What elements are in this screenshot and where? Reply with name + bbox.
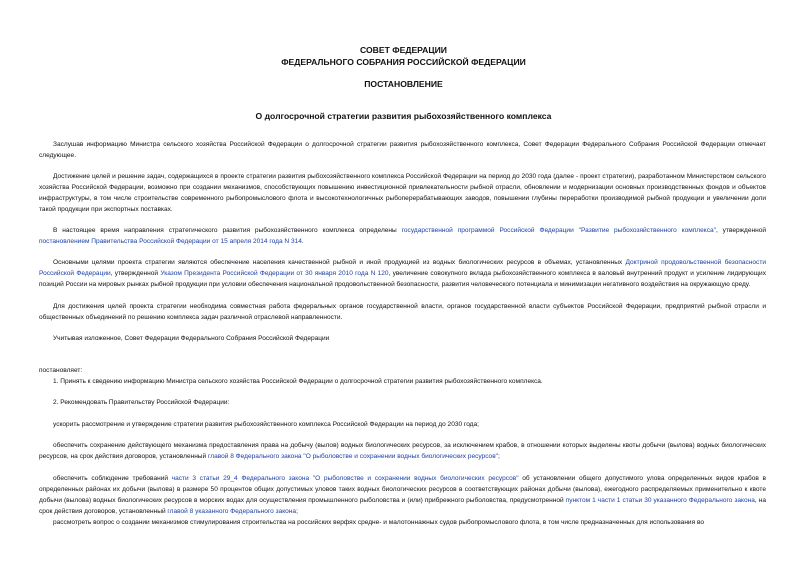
link-chapter-8-fisheries-law[interactable]: главой 8 Федерального закона "О рыболовстве и сохранении водных биологических ресурсов" [208, 452, 498, 460]
paragraph-3: В настоящее время направления стратегического развития рыбохозяйственного комплекса определены государственной программой Российской Федерации "Развитие рыбохозяйственного комплекса", утвержденной постановлением Правительства Российской Федерации от 15 апреля 2014 года N 314. [39, 227, 766, 245]
link-article-30-item-1[interactable]: пунктом 1 части 1 статьи 30 указанного Федерального закона [565, 496, 755, 504]
header-line-1: СОВЕТ ФЕДЕРАЦИИ [360, 45, 447, 55]
paragraph-recommend-3: обеспечить соблюдение требований части 3 статьи 29_4 Федерального закона "О рыболовстве и сохранении водных биологических ресурсов" об установлении общего допустимого улова определенных видов крабов в определенных районах их добычи (вылова) в размере 50 процентов общих допустимых уловов таких водных биологических ресурсов в соответствующих районах добычи (вылова), ежегодного распределяемых применительно к квоте добычи (вылова) водных биологических ресурсов в морских водах для осуществления промышленного рыболовства и (или) прибрежного рыболовства, предусмотренной пунктом 1 части 1 статьи 30 указанного Федерального закона, на срок действия договоров, установленный главой 8 указанного Федерального закона; [39, 475, 766, 515]
paragraph-recommend-1: ускорить рассмотрение и утверждение стратегии развития рыбохозяйственного комплекса Российской Федерации на период до 2030 года; [53, 421, 479, 428]
paragraph-6: Учитывая изложенное, Совет Федерации Федерального Собрания Российской Федерации [53, 335, 330, 342]
paragraph-item-2: 2. Рекомендовать Правительству Российской Федерации: [53, 399, 230, 406]
paragraph-decree-word: постановляет: [39, 367, 83, 374]
document-title: О долгосрочной стратегии развития рыбохозяйственного комплекса [255, 111, 552, 121]
paragraph-recommend-4: рассмотреть вопрос о создании механизмов стимулирования строительства на российских верфях средне- и малотоннажных судов рыбопромыслового флота, в том числе предназначенных для использования во [53, 519, 704, 526]
link-state-program[interactable]: государственной программой Российской Федерации "Развитие рыбохозяйственного комплекса" [401, 227, 716, 234]
document-type: ПОСТАНОВЛЕНИЕ [364, 79, 443, 89]
paragraph-item-1: 1. Принять к сведению информацию Министра сельского хозяйства Российской Федерации о долгосрочной стратегии развития рыбохозяйственного комплекса. [53, 378, 543, 385]
paragraph-2: Достижение целей и решение задач, содержащихся в проекте стратегии развития рыбохозяйственного комплекса Российской Федерации на период до 2030 года (далее - проект стратегии), разработанном Министерством сельского хозяйства Российской Федерации, возможно при создании механизмов, способствующих повышению инвестиционной привлекательности рыбной отрасли, обновлении и модернизации основных производственных фондов и объектов инфраструктуры, в том числе строительстве современного рыбопромыслового флота и высокотехнологичных рыбоперерабатывающих заводов, повышении глубины переработки производимой рыбной продукции и увеличении доли такой продукции при экспортных поставках. [39, 173, 766, 213]
link-presidential-decree[interactable]: Указом Президента Российской Федерации от 30 января 2010 года N 120 [160, 269, 389, 277]
link-food-security-doctrine[interactable]: Доктриной продовольственной безопасности Российской Федерации [39, 259, 766, 277]
link-government-resolution[interactable]: постановлением Правительства Российской Федерации от 15 апреля 2014 года N 314 [39, 237, 302, 245]
paragraph-1: Заслушав информацию Министра сельского хозяйства Российской Федерации о долгосрочной стратегии развития рыбохозяйственного комплекса, Совет Федерации Федерального Собрания Российской Федерации отмечает следующее. [39, 141, 766, 159]
paragraph-5: Для достижения целей проекта стратегии необходима совместная работа федеральных органов государственной власти, органов государственной власти субъектов Российской Федерации, предприятий рыбной отрасли и общественных объединений по решению комплекса задач различной отраслевой направленности. [39, 303, 766, 321]
paragraph-4: Основными целями проекта стратегии являются обеспечение населения качественной рыбной и иной продукцией из водных биологических ресурсов в объемах, установленных Доктриной продовольственной безопасности Российской Федерации, утвержденной Указом Президента Российской Федерации от 30 января 2010 года N 120, увеличение совокупного вклада рыбохозяйственного комплекса в валовый внутренний продукт и усиление лидирующих позиций России на мировых рынках рыбной продукции при условии обеспечения национальной продовольственной безопасности, развития человеческого потенциала и минимизации негативного воздействия на окружающую среду. [39, 259, 766, 288]
link-chapter-8-law[interactable]: главой 8 указанного Федерального закона [167, 507, 297, 515]
paragraph-recommend-2: обеспечить сохранение действующего механизма предоставления права на добычу (вылов) водных биологических ресурсов, за исключением крабов, в отношении которых выделены квоты добычи (вылова) водных биологических ресурсов, на срок действия договоров, установленный главой 8 Федерального закона "О рыболовстве и сохранении водных биологических ресурсов"; [39, 442, 766, 460]
header-line-2: ФЕДЕРАЛЬНОГО СОБРАНИЯ РОССИЙСКОЙ ФЕДЕРАЦИИ [281, 57, 526, 67]
link-article-29-4[interactable]: части 3 статьи 29_4 Федерального закона "О рыболовстве и сохранении водных биологических ресурсов" [171, 475, 519, 482]
